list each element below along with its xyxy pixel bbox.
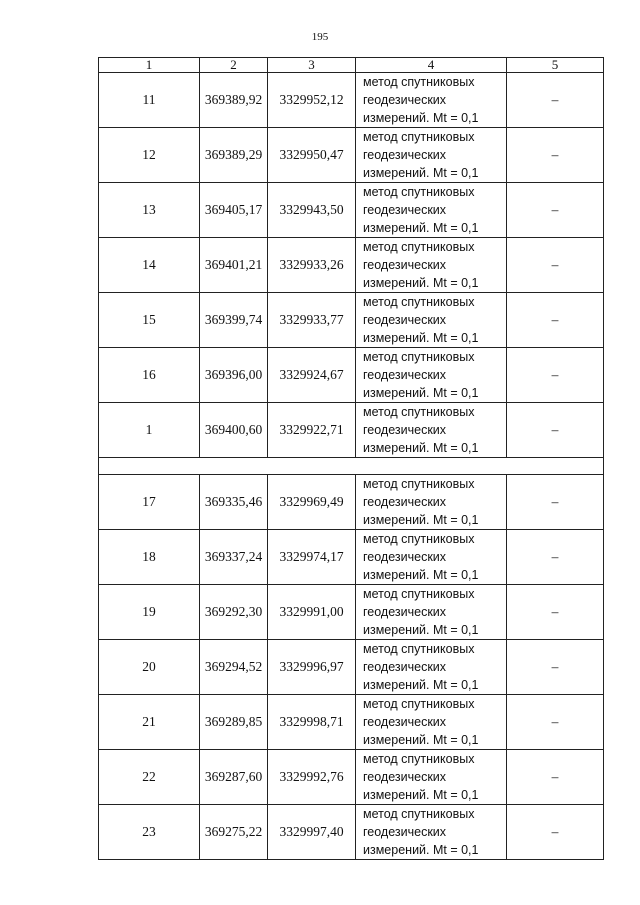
coordinate-x-cell: 369399,74 [200, 293, 268, 348]
note-cell: – [507, 73, 604, 128]
note-cell: – [507, 695, 604, 750]
method-line: геодезических [363, 550, 447, 564]
method-line: измерений. Mt = 0,1 [363, 221, 479, 235]
method-line: метод спутниковых [363, 130, 475, 144]
method-line: геодезических [363, 715, 447, 729]
point-number-cell: 21 [99, 695, 200, 750]
note-cell: – [507, 475, 604, 530]
method-line: измерений. Mt = 0,1 [363, 678, 479, 692]
coordinate-x-cell: 369389,29 [200, 128, 268, 183]
point-number-cell: 15 [99, 293, 200, 348]
note-cell: – [507, 640, 604, 695]
coordinate-x-cell: 369292,30 [200, 585, 268, 640]
coordinate-x-cell: 369337,24 [200, 530, 268, 585]
method-line: геодезических [363, 495, 447, 509]
table-row [99, 183, 604, 238]
table-row [99, 640, 604, 695]
method-line: метод спутниковых [363, 807, 475, 821]
method-line: измерений. Mt = 0,1 [363, 386, 479, 400]
method-cell [356, 695, 507, 750]
coordinate-y-cell: 3329996,97 [268, 640, 356, 695]
method-line: измерений. Mt = 0,1 [363, 843, 479, 857]
table-row [99, 750, 604, 805]
method-line: метод спутниковых [363, 477, 475, 491]
method-cell [356, 585, 507, 640]
table-body [99, 73, 604, 860]
note-cell: – [507, 805, 604, 860]
table-row [99, 695, 604, 750]
coordinate-y-cell: 3329924,67 [268, 348, 356, 403]
coordinate-y-cell: 3329997,40 [268, 805, 356, 860]
note-cell: – [507, 348, 604, 403]
point-number-cell: 19 [99, 585, 200, 640]
point-number-cell: 13 [99, 183, 200, 238]
coordinate-y-cell: 3329974,17 [268, 530, 356, 585]
note-cell: – [507, 293, 604, 348]
method-line: геодезических [363, 93, 447, 107]
point-number-cell: 11 [99, 73, 200, 128]
coordinate-x-cell: 369401,21 [200, 238, 268, 293]
coordinate-y-cell: 3329933,77 [268, 293, 356, 348]
method-cell [356, 128, 507, 183]
coordinate-y-cell: 3329991,00 [268, 585, 356, 640]
method-line: геодезических [363, 203, 447, 217]
method-line: измерений. Mt = 0,1 [363, 441, 479, 455]
table-row [99, 403, 604, 458]
coordinate-x-cell: 369275,22 [200, 805, 268, 860]
point-number-cell: 17 [99, 475, 200, 530]
note-cell: – [507, 183, 604, 238]
coordinate-y-cell: 3329922,71 [268, 403, 356, 458]
method-line: геодезических [363, 605, 447, 619]
method-line: измерений. Mt = 0,1 [363, 276, 479, 290]
page-number: 195 [311, 31, 329, 43]
method-line: метод спутниковых [363, 185, 475, 199]
method-line: метод спутниковых [363, 532, 475, 546]
method-line: метод спутниковых [363, 697, 475, 711]
table-row [99, 348, 604, 403]
method-line: измерений. Mt = 0,1 [363, 111, 479, 125]
method-cell [356, 640, 507, 695]
header-cell-3: 3 [268, 58, 356, 73]
header-cell-1: 1 [99, 58, 200, 73]
method-line: метод спутниковых [363, 587, 475, 601]
note-cell: – [507, 128, 604, 183]
point-number-cell: 22 [99, 750, 200, 805]
coordinate-y-cell: 3329943,50 [268, 183, 356, 238]
table-row [99, 475, 604, 530]
table-row [99, 530, 604, 585]
point-number-cell: 12 [99, 128, 200, 183]
method-line: геодезических [363, 423, 447, 437]
method-line: метод спутниковых [363, 75, 475, 89]
method-line: измерений. Mt = 0,1 [363, 623, 479, 637]
separator-row [99, 458, 604, 475]
method-cell [356, 750, 507, 805]
coordinate-y-cell: 3329992,76 [268, 750, 356, 805]
coordinate-x-cell: 369335,46 [200, 475, 268, 530]
method-line: геодезических [363, 770, 447, 784]
method-cell [356, 403, 507, 458]
point-number-cell: 14 [99, 238, 200, 293]
header-cell-4: 4 [356, 58, 507, 73]
point-number-cell: 18 [99, 530, 200, 585]
method-line: измерений. Mt = 0,1 [363, 166, 479, 180]
point-number-cell: 16 [99, 348, 200, 403]
method-cell [356, 293, 507, 348]
method-line: геодезических [363, 148, 447, 162]
point-number-cell: 20 [99, 640, 200, 695]
method-line: метод спутниковых [363, 240, 475, 254]
separator-cell [99, 458, 604, 475]
method-line: геодезических [363, 825, 447, 839]
method-line: метод спутниковых [363, 405, 475, 419]
method-cell [356, 530, 507, 585]
coordinate-y-cell: 3329933,26 [268, 238, 356, 293]
method-line: геодезических [363, 313, 447, 327]
method-line: измерений. Mt = 0,1 [363, 331, 479, 345]
method-line: геодезических [363, 660, 447, 674]
method-line: метод спутниковых [363, 752, 475, 766]
method-cell [356, 238, 507, 293]
table-row [99, 128, 604, 183]
note-cell: – [507, 530, 604, 585]
note-cell: – [507, 238, 604, 293]
coordinates-table [98, 57, 604, 860]
table-row [99, 238, 604, 293]
coordinate-x-cell: 369405,17 [200, 183, 268, 238]
note-cell: – [507, 585, 604, 640]
point-number-cell: 1 [99, 403, 200, 458]
coordinate-x-cell: 369400,60 [200, 403, 268, 458]
coordinate-x-cell: 369294,52 [200, 640, 268, 695]
table-row [99, 585, 604, 640]
method-line: метод спутниковых [363, 350, 475, 364]
table-row [99, 293, 604, 348]
coordinate-x-cell: 369396,00 [200, 348, 268, 403]
note-cell: – [507, 403, 604, 458]
coordinate-x-cell: 369287,60 [200, 750, 268, 805]
method-cell [356, 475, 507, 530]
coordinate-y-cell: 3329969,49 [268, 475, 356, 530]
method-line: геодезических [363, 368, 447, 382]
method-line: геодезических [363, 258, 447, 272]
method-line: метод спутниковых [363, 642, 475, 656]
method-line: измерений. Mt = 0,1 [363, 733, 479, 747]
method-line: метод спутниковых [363, 295, 475, 309]
coordinate-y-cell: 3329950,47 [268, 128, 356, 183]
method-line: измерений. Mt = 0,1 [363, 788, 479, 802]
method-cell [356, 348, 507, 403]
table-row [99, 73, 604, 128]
coordinate-y-cell: 3329952,12 [268, 73, 356, 128]
point-number-cell: 23 [99, 805, 200, 860]
method-line: измерений. Mt = 0,1 [363, 568, 479, 582]
coordinate-x-cell: 369389,92 [200, 73, 268, 128]
method-line: измерений. Mt = 0,1 [363, 513, 479, 527]
coordinate-y-cell: 3329998,71 [268, 695, 356, 750]
table-row [99, 805, 604, 860]
header-cell-2: 2 [200, 58, 268, 73]
note-cell: – [507, 750, 604, 805]
method-cell [356, 183, 507, 238]
method-cell [356, 805, 507, 860]
coordinate-x-cell: 369289,85 [200, 695, 268, 750]
header-cell-5: 5 [507, 58, 604, 73]
method-cell [356, 73, 507, 128]
header-row [99, 58, 604, 73]
